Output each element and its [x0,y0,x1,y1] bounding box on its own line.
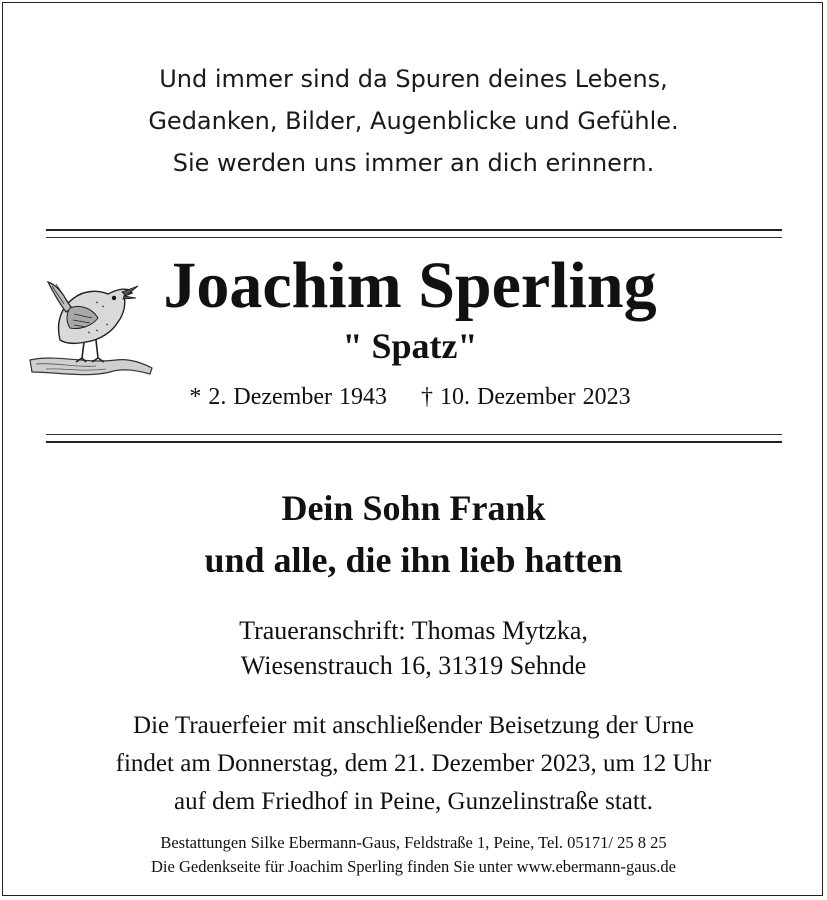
mourners-line-2: und alle, die ihn lieb hatten [204,540,623,580]
address-line-1: Traueranschrift: Thomas Mytzka, [239,616,588,645]
bottom-divider-thick [46,441,782,443]
memorial-verse [0,58,827,184]
mourning-address [0,613,827,683]
verse-line-2: Gedanken, Bilder, Augenblicke und Gefühle. [148,107,679,135]
verse-line-1: Und immer sind da Spuren deines Lebens, [159,65,668,93]
address-line-2: Wiesenstrauch 16, 31319 Sehnde [240,651,587,680]
ceremony-line-2: findet am Donnerstag, dem 21. Dezember 2023, um 12 Uhr [115,750,712,777]
ceremony-line-1: Die Trauerfeier mit anschließender Beisetzung der Urne [133,712,694,739]
mourners [0,482,827,586]
funeral-home-footer [0,831,827,879]
life-dates [110,382,710,412]
funeral-ceremony-info [0,707,827,821]
deceased-nickname: " Spatz" [342,326,478,366]
mourners-line-1: Dein Sohn Frank [281,488,546,528]
deceased-name: Joachim Sperling [163,249,657,322]
ceremony-line-3: auf dem Friedhof in Peine, Gunzelinstraße statt. [173,788,654,815]
death-date: † 10. Dezember 2023 [421,384,631,410]
top-divider-thin [46,237,782,238]
footer-line-1: Bestattungen Silke Ebermann-Gaus, Feldstraße 1, Peine, Tel. 05171/ 25 8 25 [160,833,667,852]
top-divider-thick [46,229,782,231]
birth-date: * 2. Dezember 1943 [189,384,387,410]
verse-line-3: Sie werden uns immer an dich erinnern. [172,149,655,177]
bottom-divider-thin [46,434,782,435]
footer-line-2: Die Gedenkseite für Joachim Sperling finden Sie unter www.ebermann-gaus.de [151,857,676,876]
